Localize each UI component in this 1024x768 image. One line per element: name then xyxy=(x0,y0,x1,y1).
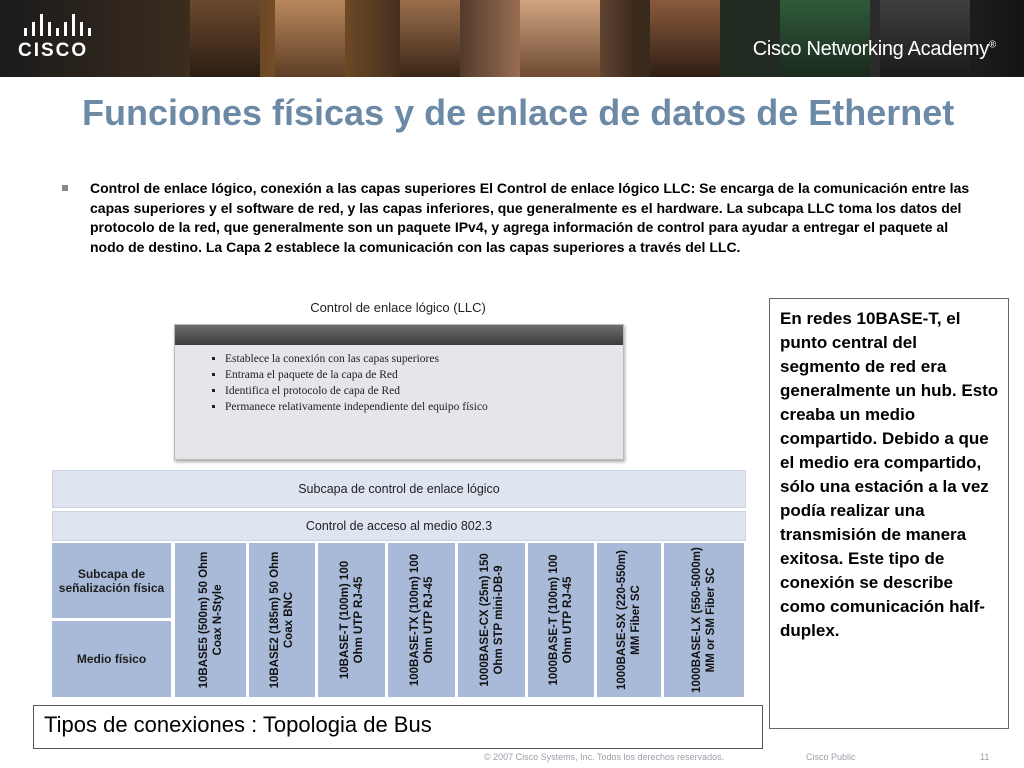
header-banner xyxy=(0,0,1024,77)
side-note-text: En redes 10BASE-T, el punto central del segmento de red era generalmente un hub. Esto creaba un medio compartido. Debido a que el medio era compartido, sólo una estación a la vez podía realizar una transmisión de manera exitosa. Este tipo de conexión se describe como comunicación half-duplex. xyxy=(780,309,999,640)
media-column-label: 1000BASE-LX (550-5000m) MM or SM Fiber SC xyxy=(691,547,717,693)
academy-title-text: Cisco Networking Academy xyxy=(752,38,989,60)
banner-photo xyxy=(275,0,345,77)
media-column-1000base-lx xyxy=(664,543,744,697)
ethernet-diagram xyxy=(50,294,746,699)
signaling-sublayer-cell xyxy=(52,543,171,618)
llc-list-item: ▪ Entrama el paquete de la capa de Red xyxy=(225,367,623,383)
signaling-sublayer-label: Subcapa de señalización física xyxy=(58,566,165,595)
media-column-label: 10BASE5 (500m) 50 Ohm Coax N-Style xyxy=(197,551,224,689)
caption-text: Tipos de conexiones : Topologia de Bus xyxy=(44,712,432,737)
media-column-1000base-sx xyxy=(597,543,661,697)
media-column-label: 1000BASE-T (100m) 100 Ohm UTP RJ-45 xyxy=(548,554,574,686)
banner-photo xyxy=(190,0,260,77)
llc-list-item: ▪ Identifica el protocolo de capa de Red xyxy=(225,383,623,399)
banner-photo xyxy=(650,0,720,77)
side-note-box xyxy=(769,298,1009,729)
media-column-label: 1000BASE-SX (220-550m) MM Fiber SC xyxy=(616,550,642,690)
cisco-bridge-icon xyxy=(24,14,98,36)
cisco-logo xyxy=(18,14,98,64)
media-column-label: 1000BASE-CX (25m) 150 Ohm STP mini-DB-9 xyxy=(478,553,505,687)
media-column-10base-t xyxy=(318,543,385,697)
bullet-marker-icon xyxy=(62,185,68,191)
media-column-10base5 xyxy=(175,543,246,697)
registered-mark: ® xyxy=(988,39,996,51)
footer-copyright: © 2007 Cisco Systems, Inc. Todos los derechos reservados. xyxy=(484,752,725,762)
banner-photo xyxy=(400,0,460,77)
caption-box xyxy=(33,705,763,749)
llc-box-header xyxy=(175,325,623,345)
physical-medium-cell xyxy=(52,621,171,697)
academy-title xyxy=(753,38,996,61)
banner-photo xyxy=(520,0,600,77)
footer-classification: Cisco Public xyxy=(806,752,856,762)
media-column-label: 10BASE2 (185m) 50 Ohm Coax BNC xyxy=(269,551,295,689)
llc-title: Control de enlace lógico (LLC) xyxy=(310,300,486,315)
media-column-label: 100BASE-TX (100m) 100 Ohm UTP RJ-45 xyxy=(408,553,435,687)
slide-title: Funciones físicas y de enlace de datos de Ethernet xyxy=(82,92,955,133)
footer-page-number: 11 xyxy=(980,752,990,762)
physical-medium-label: Medio físico xyxy=(76,652,147,666)
mac-sublayer-row: Control de acceso al medio 802.3 xyxy=(52,511,746,541)
bullet-item xyxy=(62,179,982,257)
llc-list xyxy=(175,351,623,415)
llc-list-item: ▪ Permanece relativamente independiente del equipo físico xyxy=(225,399,623,415)
media-column-1000base-t xyxy=(528,543,594,697)
llc-box xyxy=(174,324,624,460)
media-column-label: 10BASE-T (100m) 100 Ohm UTP RJ-45 xyxy=(338,560,365,680)
llc-sublayer-row: Subcapa de control de enlace lógico xyxy=(52,470,746,508)
media-column-1000base-cx xyxy=(458,543,525,697)
bullet-text: Control de enlace lógico, conexión a las capas superiores El Control de enlace lógico LLC: Se encarga de la comunicación entre las capas superiores y el software de red, y las capas inferiores, que generalmente es el hardware. La subcapa LLC toma los datos del protocolo de la red, que generalmente son un paquete IPv4, y agrega información de control para ayudar a entregar el paquete al nodo de destino. La Capa 2 establece la comunicación con las capas superiores a través del LLC. xyxy=(90,180,970,255)
media-column-10base2 xyxy=(249,543,315,697)
llc-list-item: ▪ Establece la conexión con las capas superiores xyxy=(225,351,623,367)
cisco-logo-text: CISCO xyxy=(18,40,89,61)
media-column-100base-tx xyxy=(388,543,455,697)
